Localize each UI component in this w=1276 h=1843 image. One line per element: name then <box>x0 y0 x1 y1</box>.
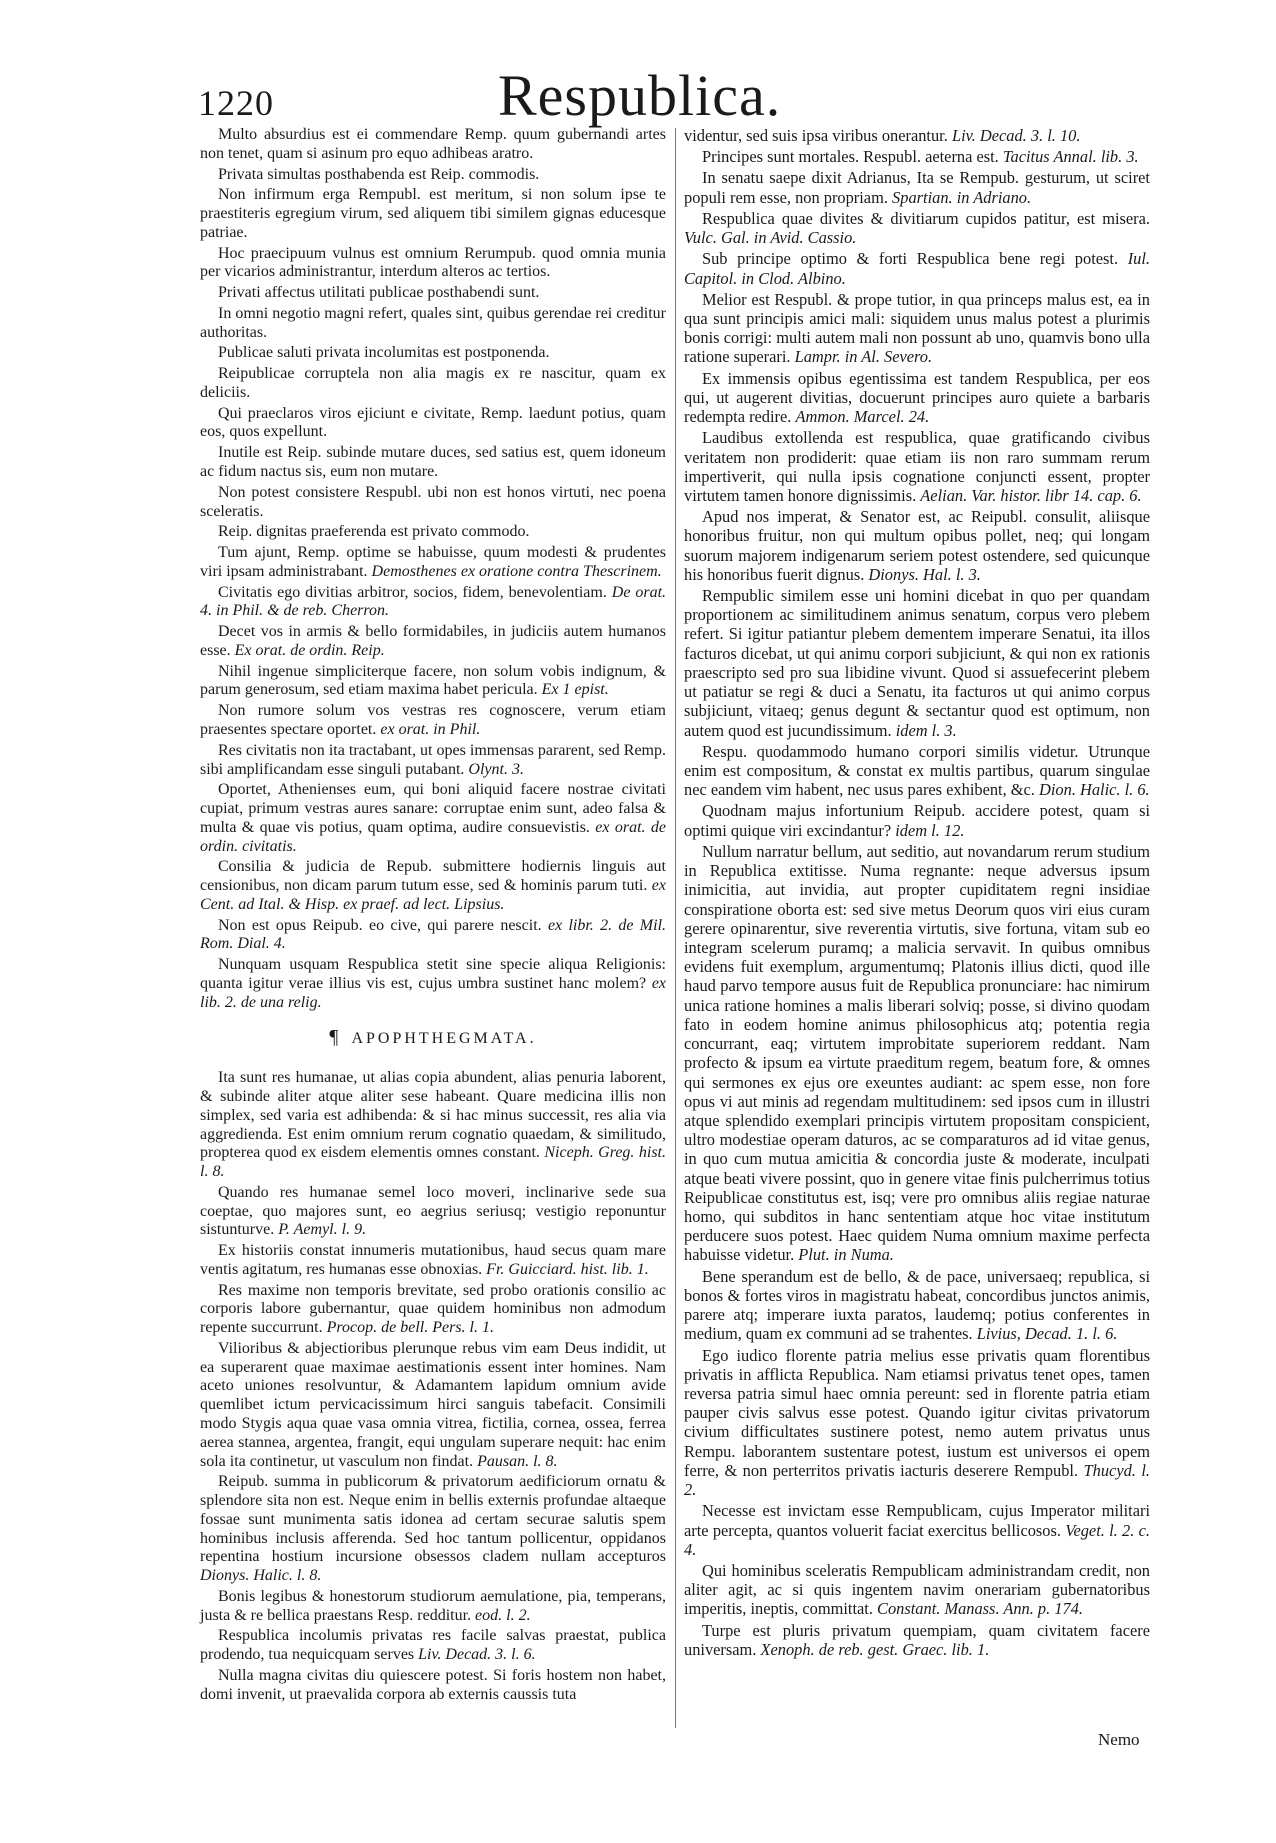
source-citation: Liv. Decad. 3. l. 10. <box>951 126 1081 145</box>
text-paragraph <box>684 168 1150 206</box>
paragraph-text: Laudibus extollenda est respublica, quae gratificando civibus veritatem non prodiderit: quae etiam iis non raro summam rerum impertiverit, qui nulla ipsis cognatione conjuncti essent, propter virtutem tamen honore dignissimis. <box>684 428 1150 505</box>
text-paragraph <box>684 369 1150 427</box>
page-header <box>198 62 1078 126</box>
paragraph-text: Inutile est Reip. subinde mutare duces, sed satius est, quem idoneum ac fidum nactus sis, eum non mutare. <box>200 444 666 481</box>
source-citation: Iul. Capitol. in Clod. Albino. <box>684 249 1150 288</box>
paragraph-text: Reipub. summa in publicorum & privatorum aedificiorum ornatu & splendore sita non est. Neque enim in bellis externis profundae altaeque fossae sunt munimenta satis idonea ad certam securae salutis spem hominibus inclusis afferenda. Sed hoc tantum pollicentur, oppidanos repentina hostium incursione obsessos cladem nullam accepturos <box>200 1473 666 1566</box>
paragraph-text: Melior est Respubl. & prope tutior, in qua princeps malus est, ea in qua sunt principis amici mali: siquidem unus malus potest a plurimis bonis corrigi: multi autem mali non possunt ab uno, quamvis bono ulla ratione superari. <box>684 289 1150 367</box>
paragraph-text: Turpe est pluris privatum quempiam, quam civitatem facere universam. <box>684 1620 1150 1659</box>
text-paragraph <box>200 186 666 242</box>
paragraph-text: Nihil ingenue simpliciterque facere, non solum vobis indignum, & parum generosum, sed etiam maxima habet pericula. <box>200 662 666 699</box>
source-citation: Procop. de bell. Pers. l. 1. <box>326 1319 494 1337</box>
paragraph-text: Non rumore solum vos vestras res cognoscere, verum etiam praesentes spectare oportet. <box>200 702 666 738</box>
text-paragraph <box>200 1242 666 1280</box>
source-citation: Ammon. Marcel. 24. <box>795 407 930 427</box>
paragraph-text: Privati affectus utilitati publicae posthabendi sunt. <box>218 284 540 302</box>
paragraph-text: Quodnam majus infortunium Reipub. accidere potest, quam si optimi quique viri excindantur? <box>684 801 1150 840</box>
text-paragraph <box>200 126 666 164</box>
paragraph-text: Qui hominibus sceleratis Rempublicam administrandam credit, non aliter agit, ac si quis ingentem navim onerariam gubernatoribus imperitis, ineptis, committat. <box>684 1560 1150 1619</box>
text-paragraph <box>684 290 1150 367</box>
paragraph-text: In senatu saepe dixit Adrianus, Ita se Rempub. gesturum, ut sciret populi rem esse, non propriam. <box>684 168 1150 207</box>
paragraph-text: Reip. dignitas praeferenda est privato commodo. <box>218 523 530 541</box>
source-citation: Spartian. in Adriano. <box>892 187 1032 207</box>
source-citation: Thucyd. l. 2. <box>684 1460 1150 1500</box>
text-paragraph <box>200 245 666 283</box>
source-citation: ex libr. 2. de Mil. Rom. Dial. 4. <box>200 916 667 953</box>
paragraph-text: Non infirmum erga Rempubl. est meritum, si non solum ipse te praestiteris egregium virum, sed aliquem tibi similem gignas educesque patriae. <box>200 186 666 241</box>
text-paragraph <box>200 1184 666 1240</box>
text-paragraph <box>200 1588 666 1626</box>
paragraph-text: Ita sunt res humanae, ut alias copia abundent, alias penuria laborent, & subinde aliter atque aliter sese habeant. Quare medicina illis non simplex, sed varia est adhibenda: & si hac minus successit, res alia via aggredienda. Est enim omnium rerum cognatio quaedam, & similitudo, propterea quod ex eisdem elementis omnes constant. <box>200 1069 666 1162</box>
text-paragraph <box>684 742 1150 800</box>
paragraph-text: Res civitatis non ita tractabant, ut opes immensas pararent, sed Remp. sibi amplificandam esse singuli putabant. <box>200 741 666 778</box>
source-citation: Vulc. Gal. in Avid. Cassio. <box>684 228 857 248</box>
text-paragraph <box>200 405 666 443</box>
source-citation: Xenoph. de reb. gest. Graec. lib. 1. <box>760 1639 990 1659</box>
text-paragraph <box>684 126 1150 145</box>
section-title: APOPHTHEGMATA. <box>351 1030 537 1048</box>
source-citation: ex Cent. ad Ital. & Hisp. ex praef. ad lect. Lipsius. <box>200 877 666 913</box>
text-paragraph <box>684 507 1150 584</box>
paragraph-text: Res maxime non temporis brevitate, sed probo orationis consilio ac corporis labore gubernantur, quae quidem hominibus non admodum repente succurrunt. <box>200 1281 666 1337</box>
text-paragraph <box>200 523 666 542</box>
paragraph-text: Non est opus Reipub. eo cive, qui parere nescit. <box>218 916 542 934</box>
text-paragraph <box>684 1267 1150 1344</box>
paragraph-text: In omni negotio magni refert, quales sint, quibus gerendae rei creditur authoritas. <box>200 304 666 341</box>
paragraph-text: Respublica quae divites & divitiarum cupidos patitur, est misera. <box>702 208 1150 228</box>
source-citation: Plut. in Numa. <box>798 1245 894 1265</box>
text-paragraph <box>200 1069 666 1182</box>
left-column <box>200 126 666 1706</box>
source-citation: Livius, Decad. 1. l. 6. <box>976 1324 1118 1344</box>
paragraph-text: Hoc praecipuum vulnus est omnium Rerumpub. quod omnia munia per vicarios administrantur, interdum alteros ac tertios. <box>200 244 666 281</box>
text-paragraph <box>684 249 1150 287</box>
running-head: Respublica. <box>498 63 782 128</box>
text-paragraph <box>684 842 1150 1265</box>
source-citation: Olynt. 3. <box>468 760 524 778</box>
paragraph-text: Non potest consistere Respubl. ubi non est honos virtuti, nec poena sceleratis. <box>200 483 666 520</box>
right-column <box>684 126 1150 1661</box>
source-citation: Ex 1 epist. <box>541 681 609 699</box>
source-citation: Aelian. Var. histor. libr 14. cap. 6. <box>920 485 1142 505</box>
source-citation: Fr. Guicciard. hist. lib. 1. <box>486 1260 649 1278</box>
text-paragraph <box>684 1561 1150 1619</box>
paragraph-text: Apud nos imperat, & Senator est, ac Reipubl. consulit, aliisque honoribus fruitur, non qui multum opibus pollet, neq; qui longam suorum majorem indigenarum seriem potest ostendere, sed quicunque his honoribus fuerit dignus. <box>684 507 1150 584</box>
text-paragraph <box>200 742 666 780</box>
text-paragraph <box>200 344 666 363</box>
source-citation: Veget. l. 2. c. 4. <box>684 1520 1150 1559</box>
source-citation: De orat. 4. in Phil. & de reb. Cherron. <box>200 583 667 620</box>
paragraph-text: videntur, sed suis ipsa viribus onerantur. <box>684 126 948 145</box>
text-paragraph <box>200 702 666 740</box>
source-citation: ex orat. in Phil. <box>380 720 481 738</box>
paragraph-text: Vilioribus & abjectioribus plerunque rebus vim eam Deus indidit, ut ea superarent quae maximae aestimationis essent inter homines. Nam aceto uniones resolvuntur, & Adamantem lapidum omnium avide quemlibet ictum pervicacissimum hirci sanguis tabefacit. Consimili modo Stygis aqua quae vasa omnia vitrea, fictilia, cornea, ossea, ferrea aerea stannea, argentea, frangit, equi ungulam superare nequit: hac enim sola ita continetur, ut vasculum non findat. <box>200 1339 666 1470</box>
text-paragraph <box>200 1282 666 1338</box>
text-paragraph <box>200 781 666 856</box>
text-paragraph <box>684 801 1150 839</box>
paragraph-text: Ego iudico florente patria melius esse privatis quam florentibus privatis in afflicta Republica. Nam etiamsi privatus tenet opes, tamen reversa patria simul haec omnia pereunt: sed in florente patria etiam pauper civis salvus esse potest. Quando igitur civitas privatorum civium difficultates sustinere potest, nemo autem privatus unus Rempu. laborantem sustentare potest, iustum est universos ei opem ferre, & non perterritos privatis iacturis deserere Rempubl. <box>684 1345 1150 1480</box>
source-citation: Dion. Halic. l. 6. <box>1039 780 1150 800</box>
source-citation: idem l. 3. <box>895 720 957 740</box>
paragraph-text: Decet vos in armis & bello formidabiles, in judiciis autem humanos esse. <box>200 623 666 659</box>
source-citation: Pausan. l. 8. <box>477 1452 558 1470</box>
text-paragraph <box>200 584 666 622</box>
text-paragraph <box>684 209 1150 247</box>
text-paragraph <box>684 147 1150 166</box>
paragraph-text: Ex immensis opibus egentissima est tandem Respublica, per eos qui, ut augerent divitias, docuerunt principes auro quiete a barbaris redempta redire. <box>684 368 1150 427</box>
paragraph-text: Necesse est invictam esse Rempublicam, cujus Imperator militari arte percepta, quantos voluerit faciat exercitus bellicosos. <box>684 1501 1150 1540</box>
text-paragraph <box>200 858 666 914</box>
paragraph-text: Quando res humanae semel loco moveri, inclinarive sede sua coeptae, quo majores sunt, eo aegrius seriusq; vestigio reponuntur sistunturve. <box>200 1183 666 1239</box>
paragraph-text: Nulla magna civitas diu quiescere potest. Si foris hostem non habet, domi invenit, ut praevalida corpora ab externis caussis tuta <box>200 1666 666 1703</box>
text-paragraph <box>200 956 666 1012</box>
text-paragraph <box>200 917 666 955</box>
source-citation: eod. l. 2. <box>475 1606 531 1624</box>
text-paragraph <box>200 284 666 303</box>
text-paragraph <box>200 1473 666 1586</box>
paragraph-text: Sub principe optimo & forti Respublica bene regi potest. <box>702 249 1119 269</box>
text-paragraph <box>200 544 666 582</box>
text-paragraph <box>200 305 666 343</box>
catchword: Nemo <box>1098 1730 1140 1749</box>
source-citation: Lampr. in Al. Severo. <box>794 347 933 367</box>
source-citation: ex lib. 2. de una relig. <box>200 974 667 1011</box>
paragraph-text: Principes sunt mortales. Respubl. aeterna est. <box>702 147 999 167</box>
paragraph-text: Bene sperandum est de bello, & de pace, universaeq; republica, si bonos & fortes viros in magistratu habeat, concordibus junctos animis, parere atq; imperare iuxta paratos, laudemq; potius conferentes in medium, quam ex communi ad se trahentes. <box>684 1266 1150 1344</box>
page-number: 1220 <box>198 83 274 123</box>
text-paragraph <box>684 1501 1150 1559</box>
source-citation: ex orat. de ordin. civitatis. <box>200 818 666 855</box>
source-citation: Ex orat. de ordin. Reip. <box>234 641 385 659</box>
text-paragraph <box>200 1667 666 1705</box>
paragraph-text: Multo absurdius est ei commendare Remp. quum gubernandi artes non tenet, quam si asinum pro equo adhibeas aratro. <box>200 126 666 162</box>
source-citation: Niceph. Greg. hist. l. 8. <box>200 1144 666 1181</box>
text-paragraph <box>200 663 666 701</box>
source-citation: Tacitus Annal. lib. 3. <box>1002 147 1139 167</box>
paragraph-text: Nullum narratur bellum, aut seditio, aut novandarum rerum studium in Republica extitisse. Numa regnante: neque adversus ipsum inimicitia, aut invidia, aut propter cupiditatem regni insidiae conspiratione oborta est: sed sive metus Deorum quos viri eius curam gerere opinarentur, sive reverentia virtutis, sive fortuna, vitam sub eo integram scelerum puramq; a malicia servavit. In quibus omnibus evidens fuit exemplum, argumentumq; Platonis illius dicti, quod ille haud parvo tempore ausus fuit de Republica pronunciare: hac nimirum unica ratione homines a malis liberari solviq; posse, si divino quodam fato in eodem homine animus philosophicus atq; potentia regia concurrant, eaq; virtutem improbitate superiorem reddant. Nam profecto & ipsum ea virtute praeditum regem, beatum fore, & omnes qui sermones ex ejus ore exeuntes audiant: ac spem esse, non fore opus vi aut minis ad regendam multitudinem: sed ipsos cum in illustri atque splendido exemplari principis virtutem propositam conspicient, ultro modestiae operam daturos, ac se comparaturos ad id vitae genus, in quo cum mutua amicitia & concordia juste & moderate, inculpati atque beati vivere possint, quo in genere vitae finis pulcherrimus totius Reipublicae constitutus est, isq; vere pro omnibus aliis regiae naturae homo, qui subditos in hanc sententiam atque hoc vitae institutum perducere suos potest. Haec quidem Numa omnium maxime perfecta habuisse videtur. <box>684 841 1150 1265</box>
text-paragraph <box>684 586 1150 740</box>
paragraph-text: Respublica incolumis privatas res facile salvas praestat, publica prodendo, tua nequicquam serves <box>200 1627 666 1664</box>
text-paragraph <box>200 623 666 661</box>
text-paragraph <box>684 428 1150 505</box>
text-paragraph <box>200 166 666 185</box>
source-citation: idem l. 12. <box>895 820 965 840</box>
paragraph-text: Tum ajunt, Remp. optime se habuisse, quum modesti & prudentes viri ipsam administrabant. <box>200 544 666 580</box>
source-citation: Dionys. Halic. l. 8. <box>200 1567 322 1585</box>
paragraph-text: Qui praeclaros viros ejiciunt e civitate, Remp. laedunt potius, quam eos, quos expellunt. <box>200 404 666 441</box>
source-citation: Dionys. Hal. l. 3. <box>868 564 981 584</box>
text-paragraph <box>200 484 666 522</box>
text-paragraph <box>200 1340 666 1471</box>
paragraph-text: Privata simultas posthabenda est Reip. commodis. <box>218 165 540 183</box>
text-paragraph <box>200 365 666 403</box>
paragraph-text: Publicae saluti privata incolumitas est postponenda. <box>218 344 550 362</box>
paragraph-text: Rempublic similem esse uni homini dicebat in quo per quandam proportionem ac similitudinem animus senatum, corpus vero plebem refert. Si igitur patiantur plebem dementem imperare Senatui, ita illos facturos dicebat, ut qui animu corpori subjiciunt, & qui non ex rationis praescripto sed pro sua libidine vivunt. Quod si assuefecerint plebem ut patiatur se regi & duci a Senatu, ita facturos ut qui animo corpus subjiciunt, vitaeq; genus degunt & sectantur quod est optimum, non autem quod est jucundissimum. <box>684 586 1150 740</box>
text-paragraph <box>684 1346 1150 1500</box>
paragraph-text: Bonis legibus & honestorum studiorum aemulatione, pia, temperans, justa & re bellica praestans Resp. redditur. <box>200 1587 666 1624</box>
paragraph-text: Respu. quodammodo humano corpori similis videtur. Utrunque enim est compositum, & constat ex multis partibus, quarum singulae nec eandem vim habent, nec usus pares exhibent, &c. <box>684 741 1150 800</box>
paragraph-text: Ex historiis constat innumeris mutationibus, haud secus quam mare ventis agitatum, res humanas esse obnoxias. <box>200 1242 666 1278</box>
source-citation: Demosthenes ex oratione contra Thescrinem. <box>371 562 662 580</box>
column-divider <box>675 128 676 1728</box>
source-citation: Constant. Manass. Ann. p. 174. <box>877 1599 1084 1619</box>
paragraph-text: Oportet, Athenienses eum, qui boni aliquid facere nostrae civitati cupiat, primum vestras aures sanare: corruptae enim sunt, adeo falsa & multa & quae vis potius, quam optima, audire consuevistis. <box>200 781 666 836</box>
source-citation: P. Aemyl. l. 9. <box>278 1221 367 1239</box>
paragraph-text: Civitatis ego divitias arbitror, socios, fidem, benevolentiam. <box>218 583 607 601</box>
text-paragraph <box>684 1621 1150 1659</box>
text-paragraph <box>200 444 666 482</box>
section-heading <box>200 1028 666 1049</box>
paragraph-text: Consilia & judicia de Repub. submittere hodiernis linguis aut censionibus, non dicam parum tutum esse, sed & hominis parum tuti. <box>200 858 666 895</box>
pilcrow-mark: ¶ <box>329 1026 342 1049</box>
source-citation: Liv. Decad. 3. l. 6. <box>418 1646 536 1664</box>
text-paragraph <box>200 1627 666 1665</box>
paragraph-text: Reipublicae corruptela non alia magis ex re nascitur, quam ex deliciis. <box>200 365 666 401</box>
paragraph-text: Nunquam usquam Respublica stetit sine specie aliqua Religionis: quanta igitur verae illius vis est, cujus umbra sustinet hanc molem? <box>200 956 666 992</box>
